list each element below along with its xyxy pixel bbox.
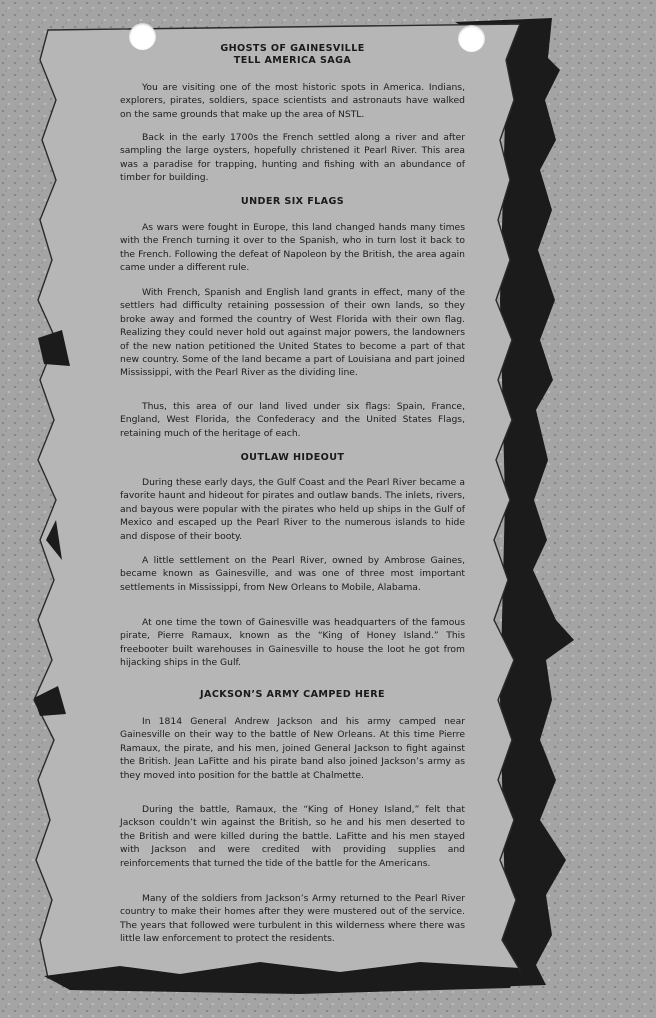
paragraph-text: During the battle, Ramaux, the “King of Honey Island,” felt that Jackson couldn’t win against the British, so he and his men deserted to the British and were killed during the battle. LaFitte and his men stayed with Jackson and were credited with providing supplies and reinforcements that turned the tide of the battle for the Americans.: [120, 804, 465, 869]
section1-paragraph-1: [120, 221, 465, 275]
paragraph-text: With French, Spanish and English land grants in effect, many of the settlers had difficulty retaining possession of their own lands, so they broke away and formed the country of West Florida with their own flag. Realizing they could never hold out against major powers, the landowners of the new nation petitioned the United States to become a part of that new country. Some of the land became a part of Louisiana and part joined Mississippi, with the Pearl River as the dividing line.: [120, 287, 465, 379]
intro-paragraph-1: [120, 81, 465, 121]
paragraph-text: You are visiting one of the most historic spots in America. Indians, explorers, pirates, soldiers, space scientists and astronauts have walked on the same grounds that make up the area of NSTL.: [120, 82, 465, 120]
section-heading-six-flags: UNDER SIX FLAGS: [240, 196, 345, 207]
intro-paragraph-2: [120, 131, 465, 185]
paragraph-text: A little settlement on the Pearl River, owned by Ambrose Gaines, became known as Gainesville, and was one of three most important settlements in Mississippi, from New Orleans to Mobile, Alabama.: [120, 555, 465, 593]
title-line-1: GHOSTS OF GAINESVILLE: [220, 43, 365, 54]
section3-paragraph-1: [120, 715, 465, 782]
article: [120, 0, 465, 1018]
section2-paragraph-3: [120, 616, 465, 670]
section1-paragraph-3: [120, 400, 465, 440]
section2-paragraph-2: [120, 554, 465, 594]
section3-paragraph-2: [120, 803, 465, 870]
paragraph-text: At one time the town of Gainesville was headquarters of the famous pirate, Pierre Ramaux, known as the “King of Honey Island.” This freebooter built warehouses in Gainesville to house the loot he got from hijacking ships in the Gulf.: [120, 617, 465, 669]
section-heading-jacksons-army: JACKSON’S ARMY CAMPED HERE: [200, 689, 385, 700]
paragraph-text: Many of the soldiers from Jackson’s Army returned to the Pearl River country to make their homes after they were mustered out of the service. The years that followed were turbulent in this wilderness where there was little law enforcement to protect the residents.: [120, 893, 465, 945]
paragraph-text: During these early days, the Gulf Coast and the Pearl River became a favorite haunt and hideout for pirates and outlaw bands. The inlets, rivers, and bayous were popular with the pirates who held up ships in the Gulf of Mexico and escaped up the Pearl River to the numerous islands to hide and dispose of their booty.: [120, 477, 465, 542]
section-heading-outlaw-hideout: OUTLAW HIDEOUT: [240, 452, 345, 463]
title-line-2: TELL AMERICA SAGA: [233, 55, 352, 66]
section3-paragraph-3: [120, 892, 465, 946]
paragraph-text: As wars were fought in Europe, this land changed hands many times with the French turning it over to the Spanish, who in turn lost it back to the French. Following the defeat of Napoleon by the British, the area again came under a different rule.: [120, 222, 465, 274]
paragraph-text: Thus, this area of our land lived under six flags: Spain, France, England, West Florida, the Confederacy and the United States Flags, retaining much of the heritage of each.: [120, 401, 465, 439]
document-title: [120, 43, 465, 67]
section1-paragraph-2: [120, 286, 465, 380]
section2-paragraph-1: [120, 476, 465, 543]
paragraph-text: In 1814 General Andrew Jackson and his army camped near Gainesville on their way to the battle of New Orleans. At this time Pierre Ramaux, the pirate, and his men, joined General Jackson to fight against the British. Jean LaFitte and his pirate band also joined Jackson’s army as they moved into position for the battle at Chalmette.: [120, 716, 465, 781]
paragraph-text: Back in the early 1700s the French settled along a river and after sampling the large oysters, hopefully christened it Pearl River. This area was a paradise for trapping, hunting and fishing with an abundance of timber for building.: [120, 132, 465, 184]
